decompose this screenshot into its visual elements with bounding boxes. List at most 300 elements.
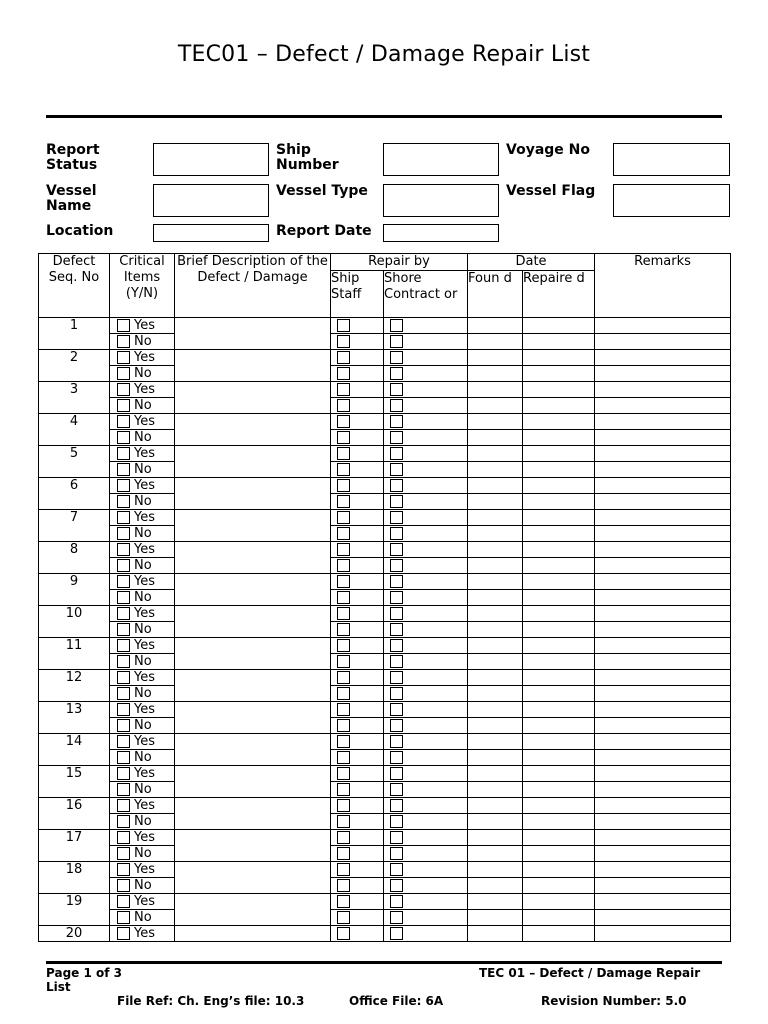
ship-staff-checkbox[interactable]	[337, 463, 350, 476]
remarks-cell[interactable]	[595, 654, 731, 670]
description-cell[interactable]	[175, 734, 331, 766]
date-repaired-cell[interactable]	[523, 718, 595, 734]
ship-staff-checkbox[interactable]	[337, 383, 350, 396]
description-cell[interactable]	[175, 798, 331, 830]
description-cell[interactable]	[175, 702, 331, 734]
remarks-cell[interactable]	[595, 430, 731, 446]
ship-staff-checkbox[interactable]	[337, 543, 350, 556]
date-found-cell[interactable]	[468, 446, 523, 462]
critical-yes-checkbox[interactable]	[117, 319, 130, 332]
ship-staff-checkbox[interactable]	[337, 655, 350, 668]
date-repaired-cell[interactable]	[523, 446, 595, 462]
report-status-label: Report Status	[46, 142, 100, 173]
shore-contractor-checkbox[interactable]	[390, 799, 403, 812]
remarks-cell[interactable]	[595, 910, 731, 926]
ship-staff-cell	[331, 510, 384, 526]
date-found-cell[interactable]	[468, 750, 523, 766]
no-label: No	[134, 718, 152, 733]
table-row	[39, 446, 731, 462]
description-cell[interactable]	[175, 542, 331, 574]
shore-contractor-checkbox[interactable]	[390, 367, 403, 380]
shore-contractor-checkbox[interactable]	[390, 655, 403, 668]
date-repaired-cell[interactable]	[523, 542, 595, 558]
remarks-cell[interactable]	[595, 782, 731, 798]
critical-no-checkbox[interactable]	[117, 847, 130, 860]
critical-no-checkbox[interactable]	[117, 655, 130, 668]
date-found-cell[interactable]	[468, 782, 523, 798]
ship-staff-checkbox[interactable]	[337, 895, 350, 908]
date-found-cell[interactable]	[468, 734, 523, 750]
critical-yes-checkbox[interactable]	[117, 639, 130, 652]
vessel-name-field[interactable]	[153, 184, 269, 217]
shore-contractor-cell	[384, 926, 468, 942]
date-found-cell[interactable]	[468, 462, 523, 478]
shore-contractor-checkbox[interactable]	[390, 623, 403, 636]
date-repaired-cell[interactable]	[523, 622, 595, 638]
ship-staff-checkbox[interactable]	[337, 751, 350, 764]
remarks-cell[interactable]	[595, 606, 731, 622]
ship-staff-checkbox[interactable]	[337, 863, 350, 876]
critical-yes-checkbox[interactable]	[117, 671, 130, 684]
description-cell[interactable]	[175, 446, 331, 478]
description-cell[interactable]	[175, 414, 331, 446]
description-cell[interactable]	[175, 382, 331, 414]
date-repaired-cell[interactable]	[523, 574, 595, 590]
ship-staff-checkbox[interactable]	[337, 607, 350, 620]
critical-no-checkbox[interactable]	[117, 911, 130, 924]
shore-contractor-cell	[384, 846, 468, 862]
date-repaired-cell[interactable]	[523, 606, 595, 622]
shore-contractor-checkbox[interactable]	[390, 735, 403, 748]
report-status-field[interactable]	[153, 143, 269, 176]
date-found-cell[interactable]	[468, 910, 523, 926]
ship-staff-checkbox[interactable]	[337, 335, 350, 348]
date-found-cell[interactable]	[468, 766, 523, 782]
date-repaired-cell[interactable]	[523, 526, 595, 542]
ship-staff-checkbox[interactable]	[337, 527, 350, 540]
date-repaired-cell[interactable]	[523, 734, 595, 750]
shore-contractor-checkbox[interactable]	[390, 911, 403, 924]
shore-contractor-cell	[384, 430, 468, 446]
shore-contractor-checkbox[interactable]	[390, 575, 403, 588]
remarks-cell[interactable]	[595, 414, 731, 430]
remarks-cell[interactable]	[595, 318, 731, 334]
date-found-cell[interactable]	[468, 542, 523, 558]
remarks-cell[interactable]	[595, 846, 731, 862]
location-label: Location	[46, 223, 114, 239]
critical-no-checkbox[interactable]	[117, 719, 130, 732]
date-found-cell[interactable]	[468, 414, 523, 430]
date-repaired-cell[interactable]	[523, 334, 595, 350]
critical-no-checkbox[interactable]	[117, 527, 130, 540]
remarks-cell[interactable]	[595, 510, 731, 526]
date-repaired-cell[interactable]	[523, 894, 595, 910]
ship-staff-cell	[331, 478, 384, 494]
description-cell[interactable]	[175, 574, 331, 606]
shore-contractor-checkbox[interactable]	[390, 447, 403, 460]
ship-staff-checkbox[interactable]	[337, 351, 350, 364]
defect-seq-cell	[39, 542, 110, 574]
date-found-cell[interactable]	[468, 558, 523, 574]
date-repaired-cell[interactable]	[523, 814, 595, 830]
description-cell[interactable]	[175, 638, 331, 670]
critical-yes-checkbox[interactable]	[117, 447, 130, 460]
date-repaired-cell[interactable]	[523, 926, 595, 942]
date-found-cell[interactable]	[468, 814, 523, 830]
date-repaired-cell[interactable]	[523, 750, 595, 766]
ship-staff-checkbox[interactable]	[337, 703, 350, 716]
critical-yes-checkbox[interactable]	[117, 767, 130, 780]
ship-staff-checkbox[interactable]	[337, 687, 350, 700]
remarks-cell[interactable]	[595, 382, 731, 398]
critical-yes-checkbox[interactable]	[117, 511, 130, 524]
date-found-cell[interactable]	[468, 702, 523, 718]
remarks-cell[interactable]	[595, 574, 731, 590]
remarks-cell[interactable]	[595, 750, 731, 766]
shore-contractor-checkbox[interactable]	[390, 639, 403, 652]
remarks-cell[interactable]	[595, 542, 731, 558]
date-repaired-cell[interactable]	[523, 478, 595, 494]
date-found-cell[interactable]	[468, 622, 523, 638]
critical-no-checkbox[interactable]	[117, 399, 130, 412]
ship-staff-cell	[331, 606, 384, 622]
shore-contractor-checkbox[interactable]	[390, 815, 403, 828]
date-found-cell[interactable]	[468, 830, 523, 846]
vessel-type-field[interactable]	[383, 184, 499, 217]
date-repaired-cell[interactable]	[523, 590, 595, 606]
remarks-cell[interactable]	[595, 478, 731, 494]
shore-contractor-checkbox[interactable]	[390, 767, 403, 780]
date-found-cell[interactable]	[468, 590, 523, 606]
ship-staff-checkbox[interactable]	[337, 831, 350, 844]
shore-contractor-checkbox[interactable]	[390, 703, 403, 716]
ship-staff-checkbox[interactable]	[337, 671, 350, 684]
description-cell[interactable]	[175, 830, 331, 862]
shore-contractor-checkbox[interactable]	[390, 335, 403, 348]
critical-no-checkbox[interactable]	[117, 367, 130, 380]
date-repaired-cell[interactable]	[523, 430, 595, 446]
description-cell[interactable]	[175, 606, 331, 638]
ship-staff-checkbox[interactable]	[337, 927, 350, 940]
critical-yes-checkbox[interactable]	[117, 479, 130, 492]
critical-yes-checkbox[interactable]	[117, 735, 130, 748]
shore-contractor-checkbox[interactable]	[390, 495, 403, 508]
shore-contractor-cell	[384, 574, 468, 590]
date-repaired-cell[interactable]	[523, 366, 595, 382]
ship-staff-checkbox[interactable]	[337, 511, 350, 524]
shore-contractor-checkbox[interactable]	[390, 463, 403, 476]
remarks-cell[interactable]	[595, 926, 731, 942]
critical-no-checkbox[interactable]	[117, 335, 130, 348]
critical-yes-checkbox[interactable]	[117, 575, 130, 588]
ship-staff-checkbox[interactable]	[337, 431, 350, 444]
remarks-cell[interactable]	[595, 558, 731, 574]
date-found-cell[interactable]	[468, 638, 523, 654]
date-found-cell[interactable]	[468, 926, 523, 942]
ship-staff-checkbox[interactable]	[337, 911, 350, 924]
date-repaired-cell[interactable]	[523, 830, 595, 846]
critical-yes-checkbox[interactable]	[117, 703, 130, 716]
description-cell[interactable]	[175, 510, 331, 542]
shore-contractor-checkbox[interactable]	[390, 719, 403, 732]
date-repaired-cell[interactable]	[523, 910, 595, 926]
remarks-cell[interactable]	[595, 526, 731, 542]
description-cell[interactable]	[175, 670, 331, 702]
shore-contractor-checkbox[interactable]	[390, 479, 403, 492]
remarks-cell[interactable]	[595, 878, 731, 894]
ship-staff-checkbox[interactable]	[337, 799, 350, 812]
voyage-no-field[interactable]	[613, 143, 730, 176]
date-found-cell[interactable]	[468, 878, 523, 894]
date-repaired-cell[interactable]	[523, 846, 595, 862]
critical-yes-checkbox[interactable]	[117, 543, 130, 556]
remarks-cell[interactable]	[595, 622, 731, 638]
critical-no-checkbox[interactable]	[117, 623, 130, 636]
critical-yes-cell	[110, 926, 175, 942]
no-label: No	[134, 526, 152, 541]
critical-yes-checkbox[interactable]	[117, 863, 130, 876]
defect-seq-cell	[39, 638, 110, 670]
remarks-cell[interactable]	[595, 686, 731, 702]
date-found-cell[interactable]	[468, 398, 523, 414]
shore-contractor-checkbox[interactable]	[390, 927, 403, 940]
critical-no-checkbox[interactable]	[117, 591, 130, 604]
shore-contractor-checkbox[interactable]	[390, 319, 403, 332]
yes-label: Yes	[134, 702, 155, 717]
date-repaired-cell[interactable]	[523, 862, 595, 878]
critical-no-checkbox[interactable]	[117, 559, 130, 572]
remarks-cell[interactable]	[595, 446, 731, 462]
critical-yes-checkbox[interactable]	[117, 351, 130, 364]
shore-contractor-checkbox[interactable]	[390, 591, 403, 604]
shore-contractor-checkbox[interactable]	[390, 415, 403, 428]
remarks-cell[interactable]	[595, 702, 731, 718]
date-repaired-cell[interactable]	[523, 350, 595, 366]
table-row	[39, 382, 731, 398]
date-found-cell[interactable]	[468, 318, 523, 334]
shore-contractor-checkbox[interactable]	[390, 527, 403, 540]
office-file: Office File: 6A	[349, 994, 444, 1008]
critical-yes-cell	[110, 446, 175, 462]
location-field[interactable]	[153, 224, 269, 242]
critical-no-checkbox[interactable]	[117, 879, 130, 892]
date-found-cell[interactable]	[468, 654, 523, 670]
table-row	[39, 366, 731, 382]
table-row	[39, 926, 731, 942]
ship-staff-checkbox[interactable]	[337, 719, 350, 732]
description-cell[interactable]	[175, 894, 331, 926]
critical-yes-checkbox[interactable]	[117, 799, 130, 812]
remarks-cell[interactable]	[595, 734, 731, 750]
ship-staff-checkbox[interactable]	[337, 447, 350, 460]
description-cell[interactable]	[175, 350, 331, 382]
critical-yes-checkbox[interactable]	[117, 831, 130, 844]
ship-staff-checkbox[interactable]	[337, 559, 350, 572]
remarks-cell[interactable]	[595, 670, 731, 686]
shore-contractor-checkbox[interactable]	[390, 671, 403, 684]
date-repaired-cell[interactable]	[523, 318, 595, 334]
ship-staff-cell	[331, 910, 384, 926]
ship-staff-checkbox[interactable]	[337, 767, 350, 780]
critical-no-checkbox[interactable]	[117, 751, 130, 764]
defect-seq-number: 4	[69, 414, 79, 429]
date-repaired-cell[interactable]	[523, 382, 595, 398]
critical-no-checkbox[interactable]	[117, 463, 130, 476]
critical-yes-checkbox[interactable]	[117, 895, 130, 908]
remarks-cell[interactable]	[595, 894, 731, 910]
date-found-cell[interactable]	[468, 382, 523, 398]
ship-staff-checkbox[interactable]	[337, 367, 350, 380]
date-repaired-cell[interactable]	[523, 798, 595, 814]
ship-staff-checkbox[interactable]	[337, 319, 350, 332]
date-found-cell[interactable]	[468, 846, 523, 862]
shore-contractor-checkbox[interactable]	[390, 783, 403, 796]
shore-contractor-checkbox[interactable]	[390, 847, 403, 860]
ship-staff-cell	[331, 446, 384, 462]
shore-contractor-checkbox[interactable]	[390, 751, 403, 764]
date-repaired-cell[interactable]	[523, 414, 595, 430]
date-found-cell[interactable]	[468, 350, 523, 366]
date-repaired-cell[interactable]	[523, 782, 595, 798]
ship-staff-checkbox[interactable]	[337, 575, 350, 588]
remarks-cell[interactable]	[595, 638, 731, 654]
date-found-cell[interactable]	[468, 510, 523, 526]
ship-staff-checkbox[interactable]	[337, 815, 350, 828]
shore-contractor-checkbox[interactable]	[390, 895, 403, 908]
critical-no-checkbox[interactable]	[117, 687, 130, 700]
ship-staff-checkbox[interactable]	[337, 639, 350, 652]
remarks-cell[interactable]	[595, 590, 731, 606]
shore-contractor-checkbox[interactable]	[390, 543, 403, 556]
shore-contractor-checkbox[interactable]	[390, 879, 403, 892]
date-found-cell[interactable]	[468, 718, 523, 734]
ship-staff-checkbox[interactable]	[337, 783, 350, 796]
shore-contractor-checkbox[interactable]	[390, 863, 403, 876]
date-repaired-cell[interactable]	[523, 558, 595, 574]
ship-number-field[interactable]	[383, 143, 499, 176]
date-found-cell[interactable]	[468, 798, 523, 814]
remarks-cell[interactable]	[595, 398, 731, 414]
ship-staff-cell	[331, 318, 384, 334]
shore-contractor-checkbox[interactable]	[390, 559, 403, 572]
date-found-cell[interactable]	[468, 478, 523, 494]
shore-contractor-checkbox[interactable]	[390, 687, 403, 700]
remarks-cell[interactable]	[595, 798, 731, 814]
critical-no-checkbox[interactable]	[117, 783, 130, 796]
date-repaired-cell[interactable]	[523, 766, 595, 782]
date-found-cell[interactable]	[468, 670, 523, 686]
date-found-cell[interactable]	[468, 430, 523, 446]
shore-contractor-checkbox[interactable]	[390, 431, 403, 444]
description-cell[interactable]	[175, 318, 331, 350]
remarks-cell[interactable]	[595, 366, 731, 382]
ship-staff-checkbox[interactable]	[337, 847, 350, 860]
date-repaired-cell[interactable]	[523, 702, 595, 718]
date-repaired-cell[interactable]	[523, 686, 595, 702]
ship-staff-checkbox[interactable]	[337, 591, 350, 604]
date-repaired-cell[interactable]	[523, 510, 595, 526]
critical-yes-checkbox[interactable]	[117, 383, 130, 396]
date-found-cell[interactable]	[468, 334, 523, 350]
shore-contractor-checkbox[interactable]	[390, 351, 403, 364]
shore-contractor-checkbox[interactable]	[390, 399, 403, 412]
date-repaired-cell[interactable]	[523, 878, 595, 894]
ship-staff-cell	[331, 750, 384, 766]
date-repaired-cell[interactable]	[523, 670, 595, 686]
table-row	[39, 846, 731, 862]
report-date-field[interactable]	[383, 224, 499, 242]
defect-seq-cell	[39, 894, 110, 926]
date-found-cell[interactable]	[468, 862, 523, 878]
remarks-cell[interactable]	[595, 766, 731, 782]
critical-yes-cell	[110, 798, 175, 814]
no-label: No	[134, 910, 152, 925]
ship-staff-checkbox[interactable]	[337, 479, 350, 492]
no-label: No	[134, 494, 152, 509]
ship-staff-checkbox[interactable]	[337, 735, 350, 748]
no-label: No	[134, 654, 152, 669]
critical-yes-checkbox[interactable]	[117, 415, 130, 428]
date-found-cell[interactable]	[468, 894, 523, 910]
ship-staff-checkbox[interactable]	[337, 623, 350, 636]
critical-yes-checkbox[interactable]	[117, 927, 130, 940]
shore-contractor-cell	[384, 334, 468, 350]
remarks-cell[interactable]	[595, 462, 731, 478]
ship-staff-checkbox[interactable]	[337, 879, 350, 892]
shore-contractor-checkbox[interactable]	[390, 383, 403, 396]
date-found-cell[interactable]	[468, 494, 523, 510]
no-label: No	[134, 846, 152, 861]
remarks-cell[interactable]	[595, 718, 731, 734]
description-cell[interactable]	[175, 766, 331, 798]
vessel-flag-field[interactable]	[613, 184, 730, 217]
remarks-cell[interactable]	[595, 494, 731, 510]
table-row	[39, 542, 731, 558]
date-found-cell[interactable]	[468, 366, 523, 382]
date-repaired-cell[interactable]	[523, 398, 595, 414]
remarks-cell[interactable]	[595, 830, 731, 846]
remarks-cell[interactable]	[595, 814, 731, 830]
critical-no-checkbox[interactable]	[117, 495, 130, 508]
critical-yes-checkbox[interactable]	[117, 607, 130, 620]
date-repaired-cell[interactable]	[523, 462, 595, 478]
ship-staff-checkbox[interactable]	[337, 415, 350, 428]
description-cell[interactable]	[175, 478, 331, 510]
ship-staff-cell	[331, 670, 384, 686]
shore-contractor-checkbox[interactable]	[390, 607, 403, 620]
description-cell[interactable]	[175, 862, 331, 894]
remarks-cell[interactable]	[595, 334, 731, 350]
date-repaired-cell[interactable]	[523, 638, 595, 654]
date-found-cell[interactable]	[468, 574, 523, 590]
ship-staff-checkbox[interactable]	[337, 495, 350, 508]
date-repaired-cell[interactable]	[523, 654, 595, 670]
date-repaired-cell[interactable]	[523, 494, 595, 510]
shore-contractor-checkbox[interactable]	[390, 511, 403, 524]
critical-no-checkbox[interactable]	[117, 815, 130, 828]
shore-contractor-checkbox[interactable]	[390, 831, 403, 844]
date-found-cell[interactable]	[468, 686, 523, 702]
date-found-cell[interactable]	[468, 526, 523, 542]
description-cell[interactable]	[175, 926, 331, 942]
remarks-cell[interactable]	[595, 862, 731, 878]
ship-staff-checkbox[interactable]	[337, 399, 350, 412]
critical-no-checkbox[interactable]	[117, 431, 130, 444]
date-found-cell[interactable]	[468, 606, 523, 622]
remarks-cell[interactable]	[595, 350, 731, 366]
critical-yes-cell	[110, 510, 175, 526]
yes-label: Yes	[134, 542, 155, 557]
